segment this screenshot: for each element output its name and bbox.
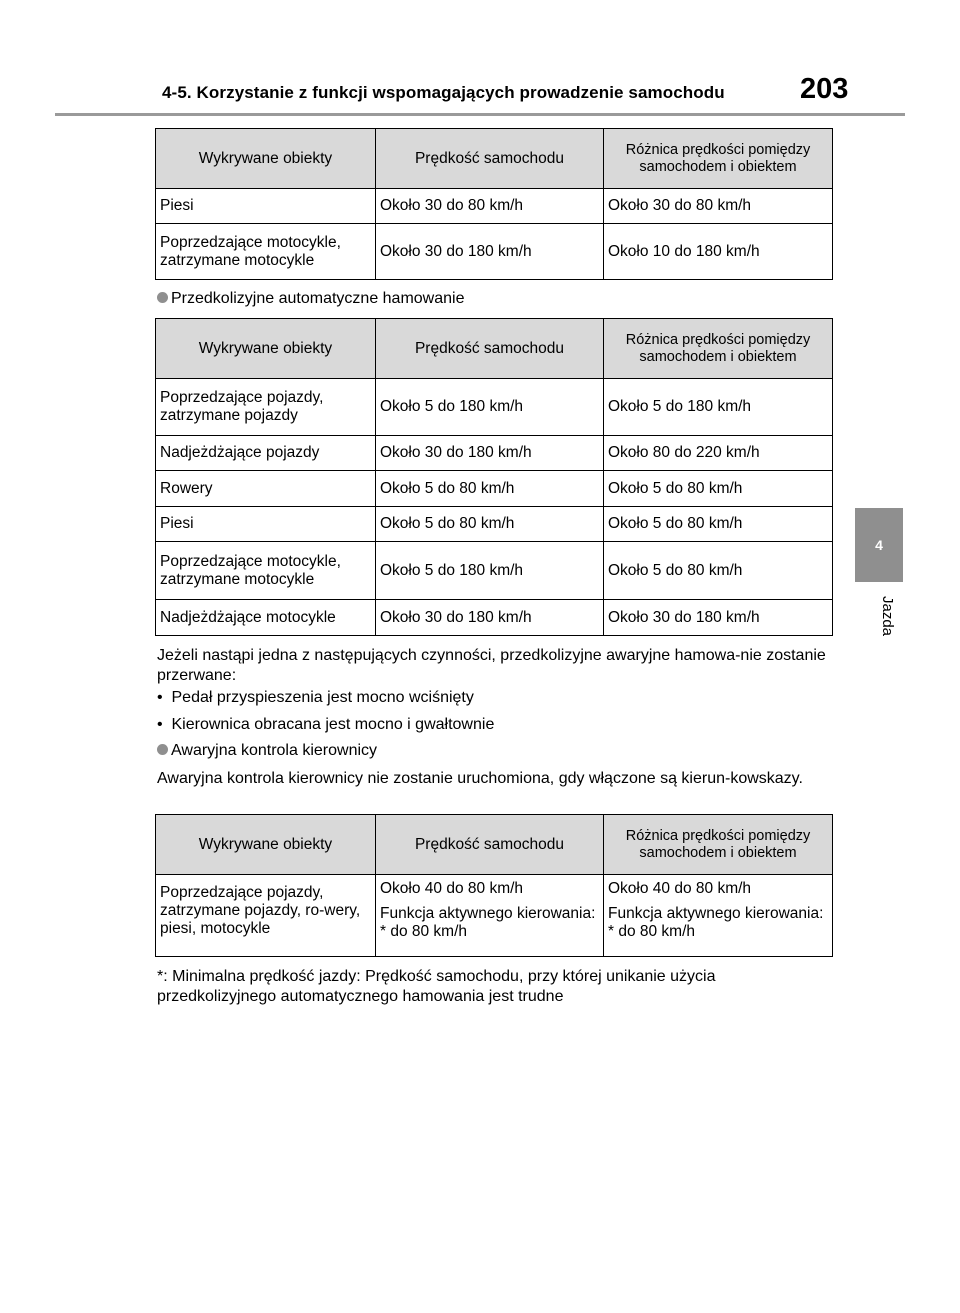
steering-heading xyxy=(157,742,377,760)
cell-difference: Około 30 do 80 km/h xyxy=(604,189,833,224)
footnote xyxy=(157,967,837,1007)
table-row xyxy=(156,600,833,636)
detection-table-1 xyxy=(155,128,833,280)
header-vehicle-speed: Prędkość samochodu xyxy=(376,129,604,189)
cell-object: Nadjeżdżające pojazdy xyxy=(156,436,376,471)
cell-speed: Około 30 do 180 km/h xyxy=(376,224,604,280)
cell-difference: Około 10 do 180 km/h xyxy=(604,224,833,280)
header-objects: Wykrywane obiekty xyxy=(156,815,376,875)
cell-object: Piesi xyxy=(156,189,376,224)
table-header-row xyxy=(156,815,833,875)
cell-speed-line: Funkcja aktywnego kierowania: * do 80 km/h xyxy=(380,905,596,940)
header-speed-difference: Różnica prędkości pomiędzy samochodem i obiektem xyxy=(604,815,833,875)
header-vehicle-speed: Prędkość samochodu xyxy=(376,815,604,875)
cell-difference xyxy=(604,875,833,957)
cell-speed: Około 5 do 80 km/h xyxy=(376,507,604,542)
footnote-marker: *: xyxy=(157,968,168,985)
cell-difference: Około 5 do 80 km/h xyxy=(604,507,833,542)
cell-difference: Około 5 do 180 km/h xyxy=(604,379,833,436)
aeb-heading-text: Przedkolizyjne automatyczne hamowanie xyxy=(171,290,465,307)
cell-speed: Około 5 do 180 km/h xyxy=(376,379,604,436)
header-divider xyxy=(55,113,905,116)
cell-difference-line: Funkcja aktywnego kierowania: * do 80 km/h xyxy=(608,905,824,940)
table-row xyxy=(156,875,833,957)
cell-difference: Około 30 do 180 km/h xyxy=(604,600,833,636)
header-speed-difference: Różnica prędkości pomiędzy samochodem i obiektem xyxy=(604,319,833,379)
chapter-tab: 4 xyxy=(855,508,903,582)
steering-heading-text: Awaryjna kontrola kierownicy xyxy=(171,742,378,759)
detection-table-3 xyxy=(155,814,833,957)
cell-object: Piesi xyxy=(156,507,376,542)
interruption-intro: Jeżeli nastąpi jedna z następujących czynności, przedkolizyjne awaryjne hamowa-nie zostanie przerwane: xyxy=(157,647,826,684)
page-number: 203 xyxy=(800,73,849,105)
cell-difference: Około 5 do 80 km/h xyxy=(604,542,833,600)
bullet-dot-icon xyxy=(157,292,168,303)
cell-object: Poprzedzające motocykle, zatrzymane motocykle xyxy=(156,542,376,600)
list-item: • Kierownica obracana jest mocno i gwałtownie xyxy=(157,716,495,733)
table-row xyxy=(156,189,833,224)
cell-object: Poprzedzające pojazdy, zatrzymane pojazdy xyxy=(156,379,376,436)
table-row xyxy=(156,507,833,542)
steering-text: Awaryjna kontrola kierownicy nie zostanie uruchomiona, gdy włączone są kierun-kowskazy. xyxy=(157,770,803,787)
cell-speed-line: Około 40 do 80 km/h xyxy=(380,880,524,897)
cell-speed: Około 30 do 80 km/h xyxy=(376,189,604,224)
aeb-heading xyxy=(157,290,464,308)
cell-difference: Około 5 do 80 km/h xyxy=(604,471,833,507)
cell-difference: Około 80 do 220 km/h xyxy=(604,436,833,471)
section-title: 4-5. Korzystanie z funkcji wspomagających prowadzenie samochodu xyxy=(162,83,725,102)
header-speed-difference: Różnica prędkości pomiędzy samochodem i obiektem xyxy=(604,129,833,189)
cell-difference-line: Około 40 do 80 km/h xyxy=(608,880,752,897)
cell-object: Poprzedzające motocykle, zatrzymane motocykle xyxy=(156,224,376,280)
cell-speed: Około 5 do 80 km/h xyxy=(376,471,604,507)
chapter-label: Jazda xyxy=(879,596,896,637)
detection-table-2 xyxy=(155,318,833,636)
table-row xyxy=(156,471,833,507)
header-vehicle-speed: Prędkość samochodu xyxy=(376,319,604,379)
list-item: • Pedał przyspieszenia jest mocno wciśnięty xyxy=(157,689,474,706)
cell-speed: Około 30 do 180 km/h xyxy=(376,436,604,471)
table-header-row xyxy=(156,319,833,379)
header-objects: Wykrywane obiekty xyxy=(156,319,376,379)
bullet-dot-icon xyxy=(157,744,168,755)
table-row xyxy=(156,379,833,436)
cell-object: Rowery xyxy=(156,471,376,507)
cell-speed: Około 30 do 180 km/h xyxy=(376,600,604,636)
footnote-text: Minimalna prędkość jazdy: Prędkość samochodu, przy której unikanie użycia przedkolizyjnego automatycznego hamowania jest trudne xyxy=(157,968,716,1005)
table-header-row xyxy=(156,129,833,189)
cell-speed: Około 5 do 180 km/h xyxy=(376,542,604,600)
list-item-text: Pedał przyspieszenia jest mocno wciśnięty xyxy=(171,689,474,706)
list-item-text: Kierownica obracana jest mocno i gwałtownie xyxy=(171,716,495,733)
table-row xyxy=(156,542,833,600)
header-objects: Wykrywane obiekty xyxy=(156,129,376,189)
cell-speed xyxy=(376,875,604,957)
table-row xyxy=(156,436,833,471)
table-row xyxy=(156,224,833,280)
cell-object: Poprzedzające pojazdy, zatrzymane pojazdy, ro-wery, piesi, motocykle xyxy=(156,875,376,957)
cell-object: Nadjeżdżające motocykle xyxy=(156,600,376,636)
